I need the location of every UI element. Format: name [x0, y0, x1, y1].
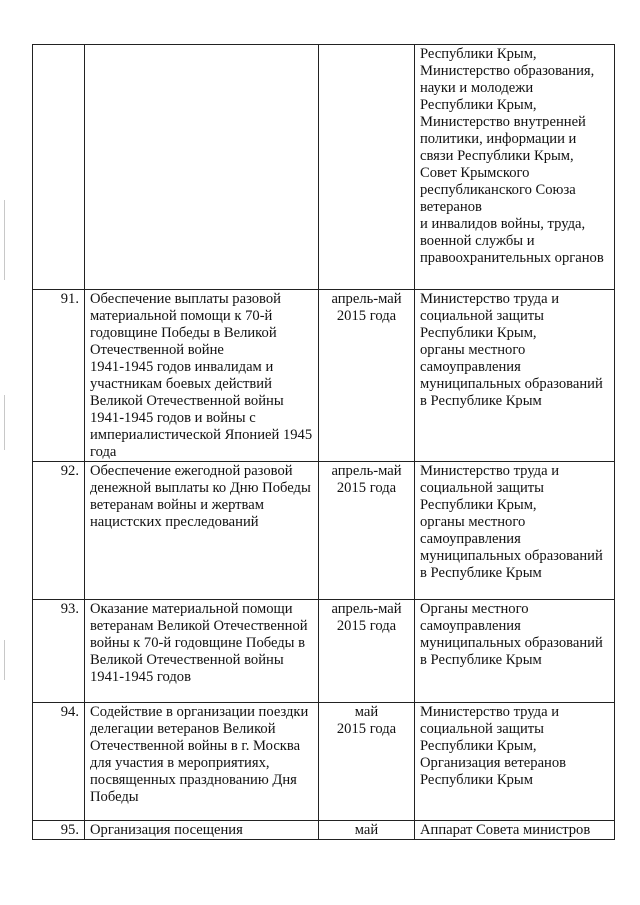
row-number: 93.	[33, 600, 85, 703]
row-number	[33, 45, 85, 290]
event-executors: Республики Крым, Министерство образования, науки и молодежи Республики Крым, Министерство внутренней политики, информации и связи Республики Крым, Совет Крымского республиканского Союза ветеранов и инвалидов войны, труда, военной службы и правоохранительных органов	[415, 45, 615, 290]
left-margin-mark	[4, 640, 5, 680]
event-description: Организация посещения	[85, 821, 319, 840]
left-margin-mark	[4, 395, 5, 450]
event-executors: Министерство труда и социальной защиты Республики Крым, органы местного самоуправления муниципальных образований в Республике Крым	[415, 462, 615, 600]
table-row	[33, 600, 615, 703]
row-number: 91.	[33, 290, 85, 462]
event-description	[85, 45, 319, 290]
event-description: Обеспечение выплаты разовой материальной помощи к 70-й годовщине Победы в Великой Отечественной войне 1941-1945 годов инвалидам и участникам боевых действий Великой Отечественной войны 1941-1945 годов и войны с империалистической Японией 1945 года	[85, 290, 319, 462]
table-row	[33, 462, 615, 600]
event-executors: Аппарат Совета министров	[415, 821, 615, 840]
row-number: 92.	[33, 462, 85, 600]
table-row	[33, 703, 615, 821]
left-margin-mark	[4, 200, 5, 280]
event-term: апрель-май 2015 года	[319, 600, 415, 703]
table-row	[33, 290, 615, 462]
event-executors: Министерство труда и социальной защиты Республики Крым, органы местного самоуправления муниципальных образований в Республике Крым	[415, 290, 615, 462]
table-row	[33, 45, 615, 290]
event-description: Оказание материальной помощи ветеранам Великой Отечественной войны к 70-й годовщине Победы в Великой Отечественной войны 1941-1945 годов	[85, 600, 319, 703]
event-term: апрель-май 2015 года	[319, 290, 415, 462]
row-number: 94.	[33, 703, 85, 821]
event-executors: Министерство труда и социальной защиты Республики Крым, Организация ветеранов Республики Крым	[415, 703, 615, 821]
event-term: май 2015 года	[319, 703, 415, 821]
row-number: 95.	[33, 821, 85, 840]
event-term: апрель-май 2015 года	[319, 462, 415, 600]
event-term: май	[319, 821, 415, 840]
event-executors: Органы местного самоуправления муниципальных образований в Республике Крым	[415, 600, 615, 703]
event-description: Содействие в организации поездки делегации ветеранов Великой Отечественной войны в г. Москва для участия в мероприятиях, посвященных празднованию Дня Победы	[85, 703, 319, 821]
events-plan-table	[32, 44, 615, 840]
event-description: Обеспечение ежегодной разовой денежной выплаты ко Дню Победы ветеранам войны и жертвам нацистских преследований	[85, 462, 319, 600]
table-row	[33, 821, 615, 840]
event-term	[319, 45, 415, 290]
